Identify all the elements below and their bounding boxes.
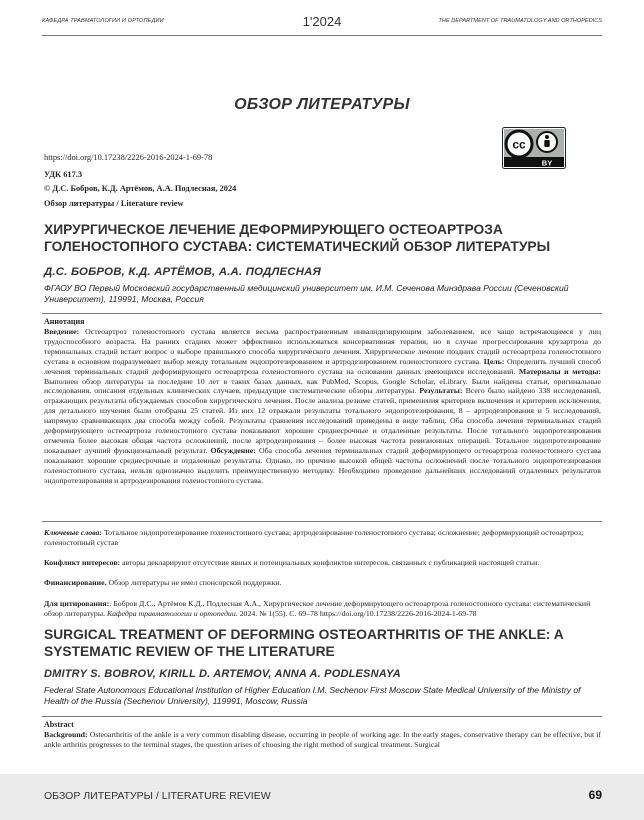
background-text: Osteoarthritis of the ankle is a very common disabling disease, occurring in people of working age. In the early stages, conservative therapy can be effective, but if ankle arthritis progresses to the terminal stages, the question arises of choosing the right method of surgical treatment. Surgical	[44, 730, 602, 749]
journal-name-en: THE DEPARTMENT OF TRAUMATOLOGY AND ORTHOPEDICS	[438, 18, 602, 24]
coi-text: авторы декларируют отсутствие явных и потенциальных конфликтов интересов, связанных с публикацией настоящей статьи.	[122, 558, 540, 567]
intro-label: Введение:	[44, 327, 80, 336]
page-footer	[0, 774, 644, 820]
running-head	[42, 14, 602, 38]
article-type: Обзор литературы / Literature review	[44, 199, 184, 208]
abstract-en	[44, 730, 601, 750]
cite-text-b: 2024. № 1(55). С. 69–78 https://doi.org/10.17238/2226-2016-2024-1-69-78	[239, 609, 477, 618]
funding-label: Финансирование.	[44, 578, 107, 587]
header-divider	[42, 35, 602, 36]
cc-letters: cc	[512, 137, 526, 152]
doi-link[interactable]: https://doi.org/10.17238/2226-2016-2024-1-69-78	[44, 153, 213, 162]
journal-name-ru: КАФЕДРА ТРАВМАТОЛОГИИ И ОРТОПЕДИИ	[42, 18, 164, 24]
results-label: Результаты:	[419, 386, 463, 396]
aim-label: Цель:	[483, 356, 505, 366]
page-number: 69	[588, 788, 602, 802]
intro-text: Остеоартроз голеностопного сустава является весьма распространенным инвалидизирующим заболеванием, все чаще встречающимся у лиц трудоспособного возраста. На ранних стадиях может эффективно использоваться консервативная терапия, но в случае прогрессирования крузартроза до терминальных стадий встает вопрос о выборе правильного способа хирургического лечения. Хирургическое лечение поздних стадий остеоартроза голеностопного сустава в основном подразумевает выбор между тотальным эндопротезированием и артродезированием голеностопного сустава.	[44, 327, 601, 366]
authors-en: DMITRY S. BOBROV, KIRILL D. ARTEMOV, ANNA A. PODLESNAYA	[44, 668, 401, 680]
conflict-of-interest	[44, 558, 601, 567]
results-text: Всего было найдено 338 исследований, отражающих результаты обсуждаемых способов хирургического лечения. После анализа резюме статей, применения критериев включения и критериев исключения, для детального изучения были отобраны 25 статей. Из них 12 отражали результаты тотального эндопротезирования, 8 – артродезирования и 5 исследований, напрямую сравнивающих два способа между собой. Результаты сравнения исследований приведены в виде таблиц. Оба способа лечения терминальных стадий деформирующего остеоартроза голеностопного сустава показывают хорошие среднесрочные и отдаленные результаты. После тотального эндопротезирования отмечена более высокая общая частота осложнений, после артродезирования – более высокая частота ревизионных операций. Тотальное эндопротезирование показывает лучший функциональный результат.	[44, 386, 602, 455]
keywords-label: Ключевые слова:	[44, 528, 103, 537]
cite-label: Для цитирования:	[44, 599, 110, 608]
article-title-ru: ХИРУРГИЧЕСКОЕ ЛЕЧЕНИЕ ДЕФОРМИРУЮЩЕГО ОСТЕОАРТРОЗА ГОЛЕНОСТОПНОГО СУСТАВА: СИСТЕМАТИЧЕСКИЙ ОБЗОР ЛИТЕРАТУРЫ	[44, 222, 551, 254]
abstract-ru	[44, 327, 601, 486]
abstract-heading-ru: Аннотация	[44, 317, 85, 326]
background-label: Background:	[44, 730, 88, 739]
abstract-divider-en	[42, 716, 602, 717]
citation	[44, 599, 601, 619]
cite-text-a: : Бобров Д.С., Артёмов К.Д., Подлесная А.А., Хирургическое лечение деформирующего остеоартроза голеностопного сустава: систематический обзор литературы.	[44, 599, 591, 618]
coi-label: Конфликт интересов:	[44, 558, 121, 567]
authors-ru: Д.С. БОБРОВ, К.Д. АРТЁМОВ, А.А. ПОДЛЕСНАЯ	[44, 266, 322, 278]
cite-journal: Кафедра травматологии и ортопедии.	[106, 609, 238, 618]
by-label: BY	[541, 158, 553, 168]
issue-number: 1'2024	[302, 14, 342, 29]
footer-section-label: ОБЗОР ЛИТЕРАТУРЫ / LITERATURE REVIEW	[44, 790, 271, 802]
udk-code: УДК 617.3	[44, 170, 83, 179]
affiliation-ru: ФГАОУ ВО Первый Московский государственный медицинский университет им. И.М. Сеченова Минздрава России (Сеченовский Университет), 119991, Москва, Россия	[44, 283, 569, 305]
keywords	[44, 528, 601, 548]
affiliation-en: Federal State Autonomous Educational Institution of Higher Education I.M. Sechenov First Moscow State Medical University of the Ministry of Health of the Russia (Sechenov University), 119991, Moscow, Russia	[44, 685, 581, 707]
methods-label: Материалы и методы:	[518, 366, 602, 376]
abstract-divider-top	[42, 313, 602, 314]
funding	[44, 578, 601, 587]
discussion-text: Оба способа лечения терминальных стадий деформирующего остеоартроза голеностопного сустава показывают хорошие среднесрочные и отдаленные результаты. Однако, по причине высокой общей частоты осложнений после тотального эндопротезирования голеностопного сустава, нельзя однозначно выделить преимущественную методику. Необходимо проведение дальнейших исследований отдаленных результатов эндопротезирования и артродезирования голеностопного сустава.	[44, 445, 601, 485]
copyright-line: © Д.С. Бобров, К.Д. Артёмов, А.А. Подлесная, 2024	[44, 184, 237, 193]
discussion-label: Обсуждение:	[210, 445, 256, 455]
aim-text: Определить лучший способ лечения терминальных стадий деформирующего остеоартроза голеностопного сустава на основании данных имеющихся исследований.	[44, 356, 601, 376]
keywords-text: Тотальное эндопротезирование голеностопного сустава; артродезирование голеностопного сустава; осложнение; деформирующий остеоартроз; голеностопный сустав	[44, 528, 584, 547]
funding-text: Обзор литературы не имел спонсорской поддержки.	[108, 578, 282, 587]
methods-text: Выполнен обзор литературы за последние 10 лет в таких базах данных, как PubMed, Scopus, Google Scholar, eLibrary. Были найдены статьи, оригинальные исследования, описания отдельных клинических случаев, предыдущие систематические обзоры литературы.	[44, 376, 601, 396]
abstract-divider-bottom	[42, 521, 602, 522]
abstract-heading-en: Abstract	[44, 720, 74, 729]
article-title-en: SURGICAL TREATMENT OF DEFORMING OSTEOARTHRITIS OF THE ANKLE: A SYSTEMATIC REVIEW OF THE LITERATURE	[44, 627, 564, 659]
section-title: ОБЗОР ЛИТЕРАТУРЫ	[234, 96, 410, 113]
cc-by-license-badge	[502, 127, 566, 169]
